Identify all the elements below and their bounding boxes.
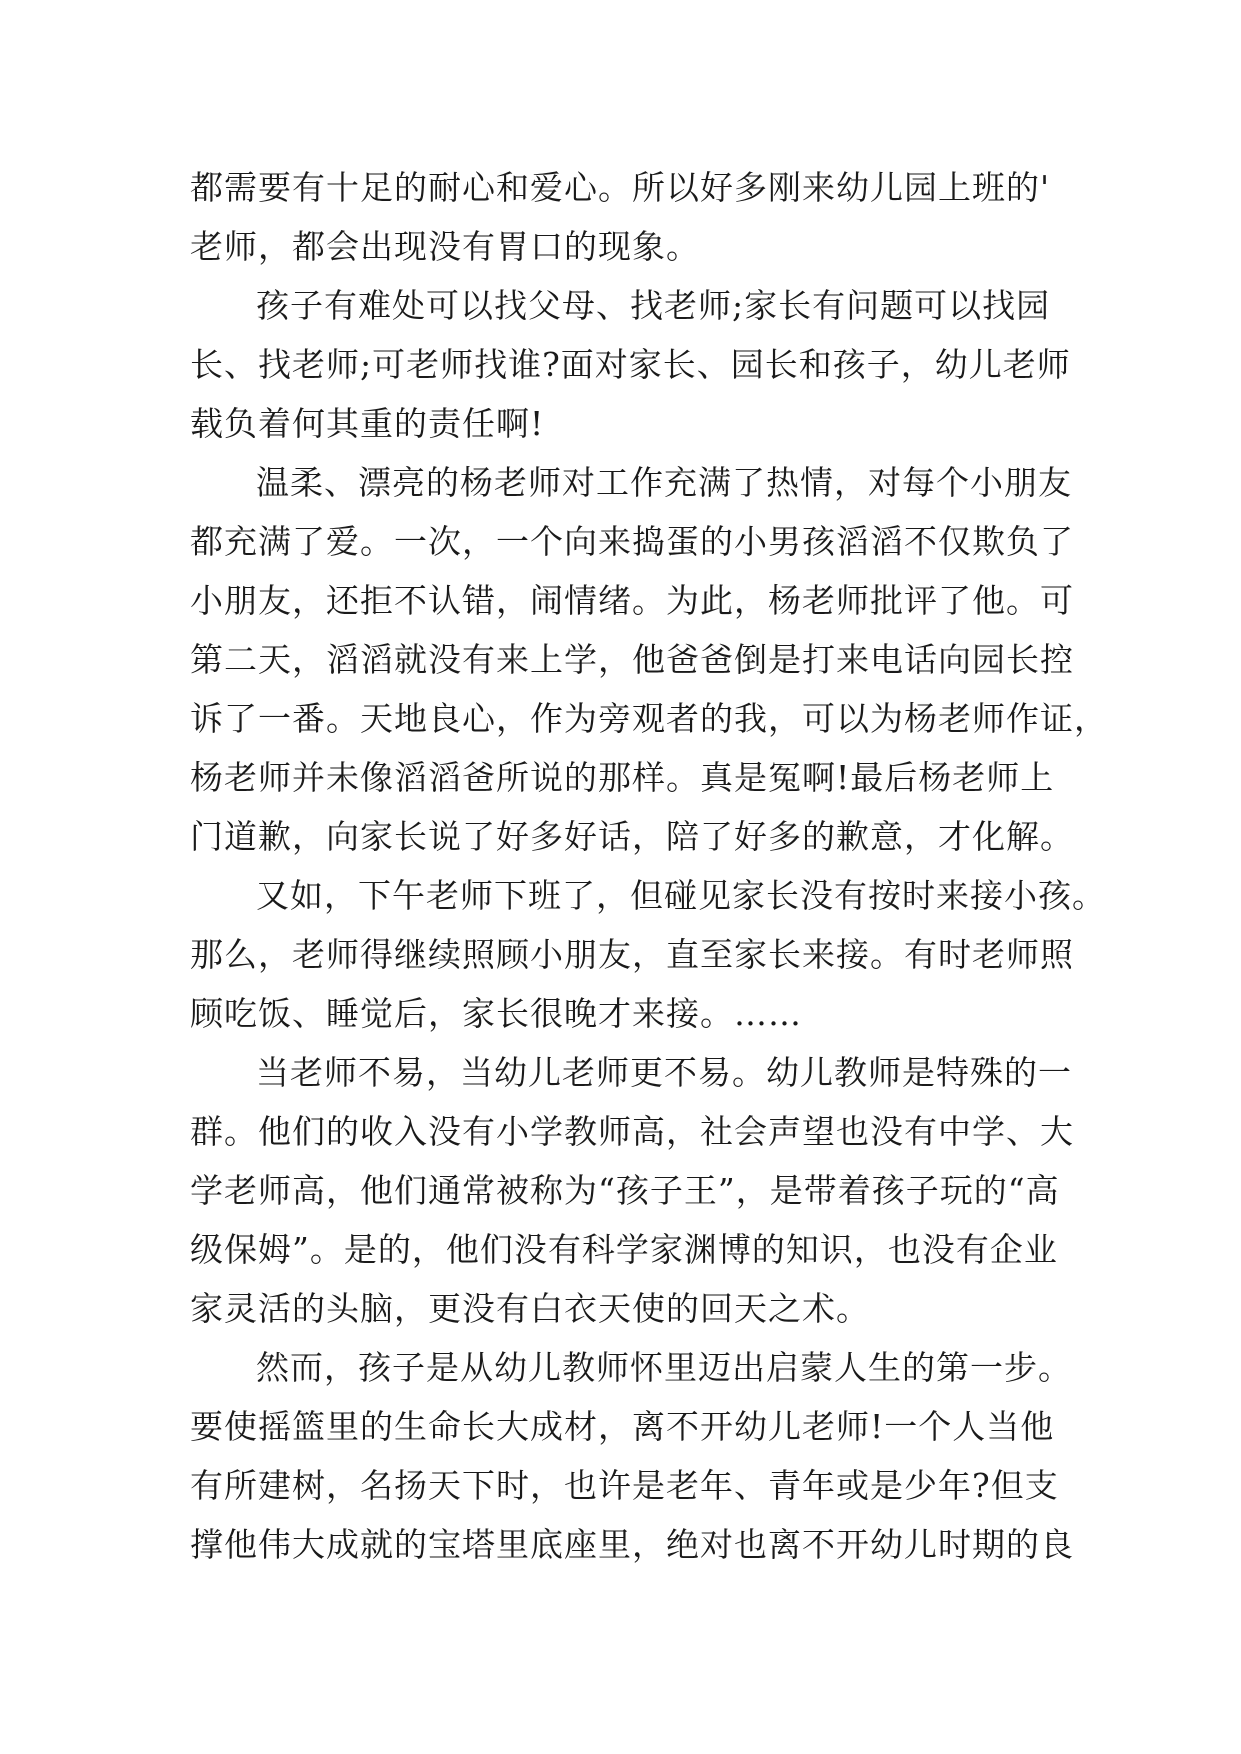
text-line: 杨老师并未像滔滔爸所说的那样。真是冤啊!最后杨老师上 <box>190 758 1055 797</box>
paragraph-3 <box>190 453 1108 866</box>
paragraph-1 <box>190 158 1090 276</box>
text-line: 要使摇篮里的生命长大成材，离不开幼儿老师!一个人当他 <box>190 1407 1055 1446</box>
paragraph-2 <box>190 276 1090 453</box>
text-line: 然而，孩子是从幼儿教师怀里迈出启蒙人生的第一步。 <box>256 1348 1072 1387</box>
text-line: 都需要有十足的耐心和爱心。所以好多刚来幼儿园上班的' <box>190 168 1051 207</box>
text-line: 第二天，滔滔就没有来上学，他爸爸倒是打来电话向园长控 <box>190 640 1074 679</box>
text-line: 温柔、漂亮的杨老师对工作充满了热情，对每个小朋友 <box>256 463 1072 502</box>
text-line: 顾吃饭、睡觉后，家长很晚才来接。…… <box>190 994 802 1033</box>
text-line: 学老师高，他们通常被称为“孩子王”，是带着孩子玩的“高 <box>190 1171 1060 1210</box>
text-line: 家灵活的头脑，更没有白衣天使的回天之术。 <box>190 1289 870 1328</box>
text-line: 群。他们的收入没有小学教师高，社会声望也没有中学、大 <box>190 1112 1074 1151</box>
text-line: 小朋友，还拒不认错，闹情绪。为此，杨老师批评了他。可 <box>190 581 1074 620</box>
text-line: 老师，都会出现没有胃口的现象。 <box>190 227 700 266</box>
paragraph-6 <box>190 1338 1090 1574</box>
text-line: 又如，下午老师下班了，但碰见家长没有按时来接小孩。 <box>256 876 1106 915</box>
text-line: 门道歉，向家长说了好多好话，陪了好多的歉意，才化解。 <box>190 817 1074 856</box>
text-line: 当老师不易，当幼儿老师更不易。幼儿教师是特殊的一 <box>256 1053 1072 1092</box>
text-line: 都充满了爱。一次，一个向来捣蛋的小男孩滔滔不仅欺负了 <box>190 522 1074 561</box>
text-line: 有所建树，名扬天下时，也许是老年、青年或是少年?但支 <box>190 1466 1059 1505</box>
paragraph-5 <box>190 1043 1090 1338</box>
text-line: 撑他伟大成就的宝塔里底座里，绝对也离不开幼儿时期的良 <box>190 1525 1074 1564</box>
text-line: 诉了一番。天地良心，作为旁观者的我，可以为杨老师作证， <box>190 699 1108 738</box>
text-line: 长、找老师;可老师找谁?面对家长、园长和孩子，幼儿老师 <box>190 345 1071 384</box>
paragraph-4 <box>190 866 1106 1043</box>
text-line: 载负着何其重的责任啊! <box>190 404 545 443</box>
text-line: 孩子有难处可以找父母、找老师;家长有问题可以找园 <box>256 286 1051 325</box>
text-line: 级保姆”。是的，他们没有科学家渊博的知识，也没有企业 <box>190 1230 1058 1269</box>
article-body <box>190 158 1108 1574</box>
text-line: 那么，老师得继续照顾小朋友，直至家长来接。有时老师照 <box>190 935 1074 974</box>
